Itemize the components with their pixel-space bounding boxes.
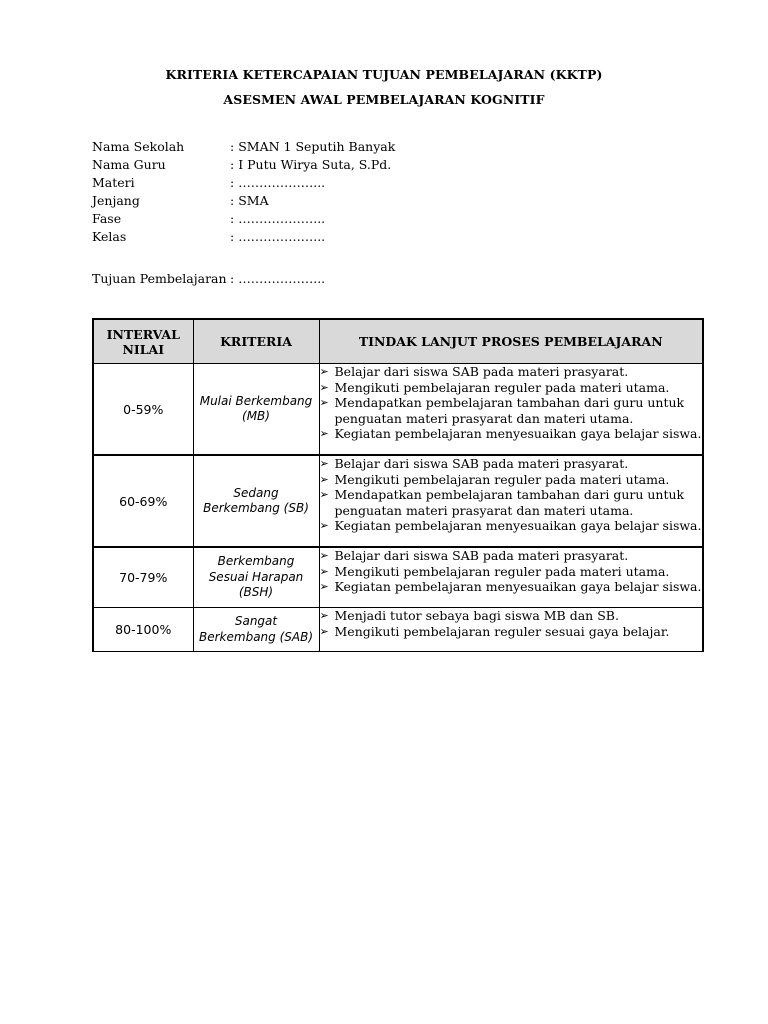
list-item-text: Belajar dari siswa SAB pada materi prasyarat.	[334, 364, 629, 379]
info-value	[230, 192, 269, 210]
info-value-text: I Putu Wirya Suta, S.Pd.	[238, 157, 392, 172]
info-value-text: ………………...	[238, 211, 326, 226]
tindak-lanjut-list	[320, 608, 703, 639]
list-item-text: Mengikuti pembelajaran reguler pada materi utama.	[334, 471, 670, 487]
info-row-kelas	[92, 228, 512, 246]
info-separator: :	[230, 175, 235, 190]
arrow-bullet-icon: ➢	[319, 488, 329, 501]
arrow-bullet-icon: ➢	[319, 427, 329, 440]
list-item-text: Menjadi tutor sebaya bagi siswa MB dan SB.	[334, 608, 619, 623]
kriteria-cell	[193, 455, 319, 547]
list-item	[320, 380, 703, 396]
info-value	[230, 174, 325, 192]
table-row	[93, 364, 703, 456]
header-kriteria: KRITERIA	[193, 319, 319, 364]
interval-cell: 0-59%	[93, 364, 193, 456]
document-subtitle: ASESMEN AWAL PEMBELAJARAN KOGNITIF	[223, 92, 545, 107]
header-interval-line1: INTERVAL	[106, 326, 180, 342]
list-item-text: Mendapatkan pembelajaran tambahan dari guru untuk penguatan materi prasyarat dan materi utama.	[334, 395, 685, 426]
interval-cell: 70-79%	[93, 547, 193, 608]
list-item-text: Mendapatkan pembelajaran tambahan dari guru untuk penguatan materi prasyarat dan materi utama.	[334, 487, 685, 518]
arrow-bullet-icon: ➢	[319, 457, 329, 470]
arrow-bullet-icon: ➢	[319, 365, 329, 378]
list-item	[320, 364, 703, 380]
tindak-lanjut-cell	[319, 547, 703, 608]
list-item	[320, 564, 703, 580]
info-row-materi	[92, 174, 512, 192]
info-label: Fase	[92, 211, 122, 226]
info-value-text: ………………...	[238, 229, 326, 244]
arrow-bullet-icon: ➢	[319, 549, 329, 562]
list-item	[320, 608, 703, 624]
list-item	[320, 395, 703, 426]
info-label: Nama Guru	[92, 157, 166, 172]
list-item	[320, 456, 703, 472]
table-row	[93, 547, 703, 608]
header-interval-line2: NILAI	[122, 341, 165, 357]
tindak-lanjut-cell	[319, 455, 703, 547]
info-separator: :	[230, 271, 235, 286]
list-item-text: Kegiatan pembelajaran menyesuaikan gaya belajar siswa.	[334, 426, 702, 441]
info-value	[230, 228, 325, 246]
list-item	[320, 548, 703, 564]
info-row-jenjang	[92, 192, 512, 210]
tindak-lanjut-list	[320, 364, 703, 442]
arrow-bullet-icon: ➢	[319, 519, 329, 532]
kriteria-cell	[193, 608, 319, 652]
header-tindak-lanjut: TINDAK LANJUT PROSES PEMBELAJARAN	[319, 319, 703, 364]
kriteria-text: Berkembang (SB)	[203, 501, 309, 515]
info-row-nama-guru	[92, 156, 512, 174]
info-label: Tujuan Pembelajaran	[92, 271, 227, 286]
list-item-text: Mengikuti pembelajaran reguler pada materi utama.	[334, 563, 670, 579]
list-item-text: Kegiatan pembelajaran menyesuaikan gaya belajar siswa.	[334, 518, 702, 533]
interval-cell: 60-69%	[93, 455, 193, 547]
kriteria-text: Berkembang (SAB)	[199, 629, 313, 644]
info-value-text: ………………...	[238, 175, 326, 190]
info-value	[230, 210, 325, 228]
info-value	[230, 156, 391, 174]
info-label: Jenjang	[92, 193, 140, 208]
info-value	[230, 138, 395, 156]
arrow-bullet-icon: ➢	[319, 396, 329, 409]
kriteria-text: Sedang	[233, 485, 279, 500]
info-value-text: ………………...	[238, 271, 326, 286]
header-interval-nilai	[93, 319, 193, 364]
list-item	[320, 426, 703, 442]
list-item-text: Belajar dari siswa SAB pada materi prasyarat.	[334, 456, 629, 471]
tindak-lanjut-list	[320, 548, 703, 595]
info-separator: :	[230, 229, 235, 244]
info-label: Materi	[92, 175, 135, 190]
arrow-bullet-icon: ➢	[319, 609, 329, 622]
info-label: Nama Sekolah	[92, 139, 185, 154]
info-label: Kelas	[92, 229, 127, 244]
kriteria-text: Sangat	[234, 614, 278, 628]
list-item	[320, 624, 703, 640]
kriteria-text: (MB)	[242, 409, 270, 423]
list-item	[320, 472, 703, 488]
info-row-fase	[92, 210, 512, 228]
list-item-text: Belajar dari siswa SAB pada materi prasyarat.	[334, 548, 629, 563]
table-row	[93, 608, 703, 652]
tindak-lanjut-list	[320, 456, 703, 534]
table-header-row	[93, 319, 703, 364]
kriteria-text: Sesuai Harapan	[208, 569, 304, 584]
tindak-lanjut-cell	[319, 608, 703, 652]
list-item	[320, 487, 703, 518]
document-title: KRITERIA KETERCAPAIAN TUJUAN PEMBELAJARAN (KKTP)	[165, 67, 603, 82]
info-separator: :	[230, 193, 235, 208]
info-separator: :	[230, 211, 235, 226]
kriteria-cell	[193, 364, 319, 456]
info-separator: :	[230, 157, 235, 172]
interval-cell: 80-100%	[93, 608, 193, 652]
arrow-bullet-icon: ➢	[319, 564, 329, 578]
kriteria-text: (BSH)	[238, 585, 274, 600]
info-separator: :	[230, 139, 235, 154]
arrow-bullet-icon: ➢	[319, 380, 329, 394]
arrow-bullet-icon: ➢	[319, 472, 329, 486]
list-item-text: Kegiatan pembelajaran menyesuaikan gaya belajar siswa.	[334, 579, 702, 594]
kriteria-text: Mulai Berkembang	[199, 393, 313, 408]
info-row-tujuan-pembelajaran	[92, 270, 512, 288]
table-row	[93, 455, 703, 547]
kktp-table	[92, 318, 704, 652]
list-item	[320, 579, 703, 595]
info-value-text: SMAN 1 Seputih Banyak	[238, 139, 396, 154]
tindak-lanjut-cell	[319, 364, 703, 456]
kriteria-cell	[193, 547, 319, 608]
kriteria-text: Berkembang	[217, 554, 295, 569]
arrow-bullet-icon: ➢	[319, 580, 329, 593]
info-value-text: SMA	[238, 193, 269, 208]
arrow-bullet-icon: ➢	[319, 624, 329, 638]
list-item-text: Mengikuti pembelajaran reguler sesuai gaya belajar.	[334, 623, 670, 639]
list-item-text: Mengikuti pembelajaran reguler pada materi utama.	[334, 379, 670, 395]
info-row-nama-sekolah	[92, 138, 512, 156]
info-value	[230, 270, 325, 288]
list-item	[320, 518, 703, 534]
